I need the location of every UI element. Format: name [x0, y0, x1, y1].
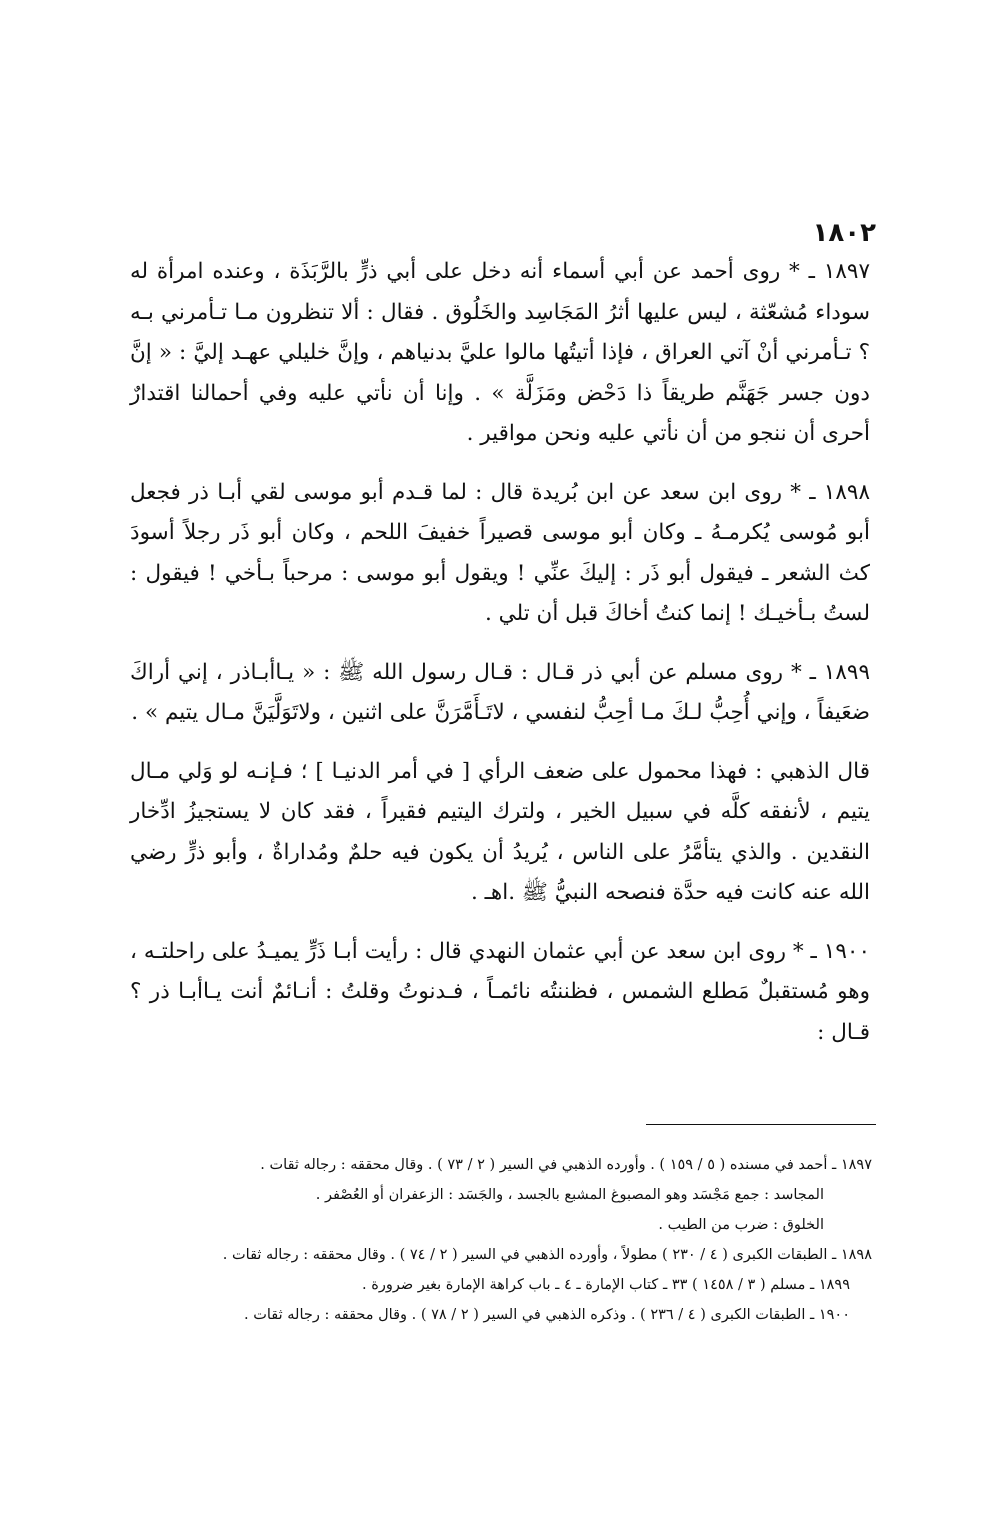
footnotes — [130, 1150, 872, 1330]
footnote-1900: ١٩٠٠ ـ الطبقات الكبرى ( ٤ / ٢٣٦ ) . وذكره الذهبي في السير ( ٢ / ٧٨ ) . وقال محققه : رجاله ثقات . — [244, 1307, 850, 1323]
page-number: ١٨٠٢ — [812, 218, 876, 248]
footnote-khaluq: الخلوق : ضرب من الطيب . — [658, 1217, 824, 1233]
main-text — [130, 252, 870, 1071]
footnote-majasid: المجاسد : جمع مَجْسَد وهو المصبوغ المشبع بالجسد ، والجَسَد : الزعفران أو العُصْفر . — [315, 1187, 824, 1203]
footnote-1899: ١٨٩٩ ـ مسلم ( ٣ / ١٤٥٨ ) ٣٣ ـ كتاب الإمارة ـ ٤ ـ باب كراهة الإمارة بغير ضرورة . — [362, 1277, 850, 1293]
paragraph-1898: ١٨٩٨ ـ * روى ابن سعد عن ابن بُريدة قال : لما قـدم أبو موسى لقي أبـا ذر فجعل أبو مُوسى يُكرمـهُ ـ وكان أبو موسى قصيراً خفيفَ اللحم ، وكان أبو ذَر رجلاً أسودَ كث الشعر ـ فيقول أبو ذَر : إليكَ عنِّي ! ويقول أبو موسى : مرحباً بـأخي ! فيقول : لستُ بـأخيـك ! إنما كنتُ أخاكَ قبل أن تلي . — [130, 479, 870, 626]
footnote-1898: ١٨٩٨ ـ الطبقات الكبرى ( ٤ / ٢٣٠ ) مطولاً ، وأورده الذهبي في السير ( ٢ / ٧٤ ) . وقال محققه : رجاله ثقات . — [222, 1247, 872, 1263]
footnote-divider — [646, 1124, 876, 1125]
paragraph-1897: ١٨٩٧ ـ * روى أحمد عن أبي أسماء أنه دخل على أبي ذرٍّ بالرَّبَذَة ، وعنده امرأة له سوداء مُشعّثة ، ليس عليها أثرُ المَجَاسِد والخَلُوق . فقال : ألا تنظرون مـا تـأمرني بـه ؟ تـأمرني أنْ آتي العراق ، فإذا أتيتُها مالوا عليَّ بدنياهم ، وإنَّ خليلي عهـد إليَّ : « إنَّ دون جسر جَهَنَّم طريقاً ذا دَحْض ومَزَلَّة » . وإنا أن نأتي عليه وفي أحمالنا اقتدارٌ أحرى أن ننجو من أن نأتي عليه ونحن مواقير . — [130, 259, 870, 446]
paragraph-dhahabi-comment: قال الذهبي : فهذا محمول على ضعف الرأي [ في أمر الدنيـا ] ؛ فـإنـه لو وَلي مـال يتيم ، لأنفقه كلَّه في سبيل الخير ، ولترك اليتيم فقيراً ، فقد كان لا يستجيزُ ادِّخار النقدين . والذي يتأمَّرُ على الناس ، يُريدُ أن يكون فيه حلمٌ ومُداراةٌ ، وأبو ذرٍّ رضي الله عنه كانت فيه حدَّة فنصحه النبيُّ ﷺ .اهـ . — [130, 758, 870, 905]
footnote-1897: ١٨٩٧ ـ أحمد في مسنده ( ٥ / ١٥٩ ) . وأورده الذهبي في السير ( ٢ / ٧٣ ) . وقال محققه : رجاله ثقات . — [260, 1157, 872, 1173]
paragraph-1899: ١٨٩٩ ـ * روى مسلم عن أبي ذر قـال : قـال رسول الله ﷺ : « يـاأبـاذر ، إني أراكَ ضعَيفاً ، وإني أُحِبُّ لـكَ مـا أحِبُّ لنفسي ، لاتَـأَمَّرَنَّ على اثنين ، ولاتَوَلَّيَنَّ مـال يتيم » . — [130, 659, 870, 725]
paragraph-1900: ١٩٠٠ ـ * روى ابن سعد عن أبي عثمان النهدي قال : رأيت أبـا ذَرٍّ يميـدُ على راحلتـه ، وهو مُستقبلٌ مَطلع الشمس ، فظننتُه نائمـاً ، فـدنوتُ وقلتُ : أنـائمٌ أنت يـاأبـا ذر ؟ قـال : — [130, 938, 870, 1045]
